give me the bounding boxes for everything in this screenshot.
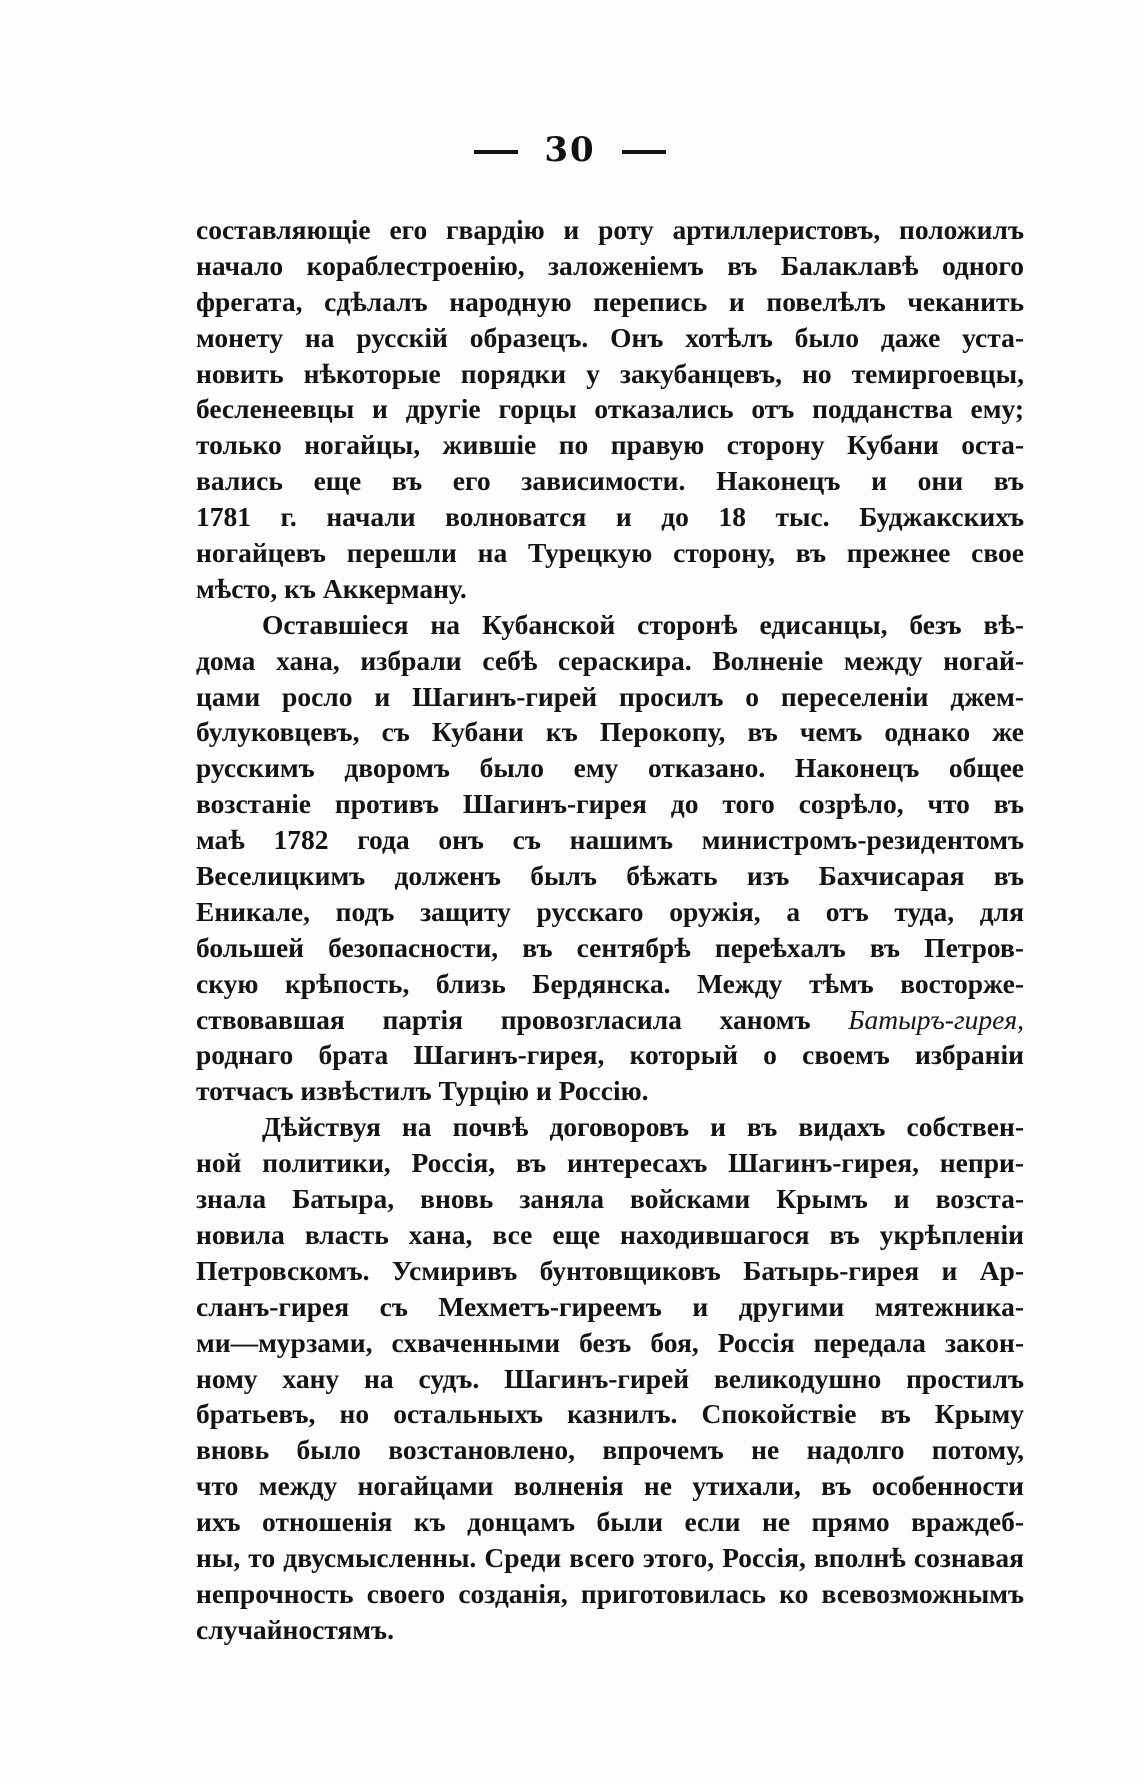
text-line (196, 1109, 1024, 1145)
text-line (196, 1396, 1024, 1432)
text-line-content: тотчасъ извѣстилъ Турцію и Россію. (196, 1075, 649, 1107)
text-line (196, 320, 1024, 356)
text-line (196, 427, 1024, 463)
text-line (196, 284, 1024, 320)
italic-name: Батыръ-гирея, (848, 1003, 1024, 1035)
text-line-content: новила власть хана, все еще находившагося въ укрѣпленіи (196, 1218, 1024, 1250)
text-line-content: Оставшіеся на Кубанской сторонѣ едисанцы, безъ вѣ- (262, 608, 1024, 640)
text-line (196, 1612, 1024, 1648)
text-line-content: 1781 г. начали волноватся и до 18 тыс. Буджакскихъ (196, 501, 1024, 533)
text-line (196, 750, 1024, 786)
text-line-content: цами росло и Шагинъ-гирей просилъ о переселеніи джем- (196, 680, 1024, 712)
text-line-content: булуковцевъ, съ Кубани къ Перокопу, въ чемъ однако же (196, 716, 1024, 748)
text-line (196, 1468, 1024, 1504)
text-line-content: новить нѣкоторые порядки у закубанцевъ, но темиргоевцы, (196, 357, 1024, 389)
text-line-content: вновь было возстановлено, впрочемъ не надолго потому, (196, 1434, 1024, 1466)
text-line-content: Дѣйствуя на почвѣ договоровъ и въ видахъ собствен- (262, 1111, 1024, 1143)
text-line (196, 212, 1024, 248)
text-line (196, 786, 1024, 822)
text-line (196, 1289, 1024, 1325)
text-line-content: возстаніе противъ Шагинъ-гирея до того созрѣло, что въ (196, 788, 1024, 820)
text-line-content: ми—мурзами, схваченными безъ боя, Россія передала закон- (196, 1326, 1024, 1358)
text-line (196, 535, 1024, 571)
text-line-content: непрочность своего созданія, приготовилась ко всевозможнымъ (196, 1577, 1024, 1609)
text-line-content: случайностямъ. (196, 1613, 394, 1645)
header-dash-left (474, 150, 518, 154)
text-line (196, 1253, 1024, 1289)
text-line (196, 1037, 1024, 1073)
text-line (196, 391, 1024, 427)
text-line (196, 356, 1024, 392)
text-line-content: большей безопасности, въ сентябрѣ переѣхалъ въ Петров- (196, 931, 1024, 963)
text-line (196, 1002, 1024, 1038)
text-line-content: фрегата, сдѣлалъ народную перепись и повелѣлъ чеканить (196, 285, 1024, 317)
text-line-content: ны, то двусмысленны. Среди всего этого, Россія, вполнѣ сознавая (196, 1541, 1024, 1573)
text-line (196, 1145, 1024, 1181)
text-line (196, 1361, 1024, 1397)
text-line-content: ихъ отношенія къ донцамъ были если не прямо враждеб- (196, 1506, 1024, 1538)
text-line (196, 1181, 1024, 1217)
text-line (196, 930, 1024, 966)
text-line-content: роднаго брата Шагинъ-гирея, который о своемъ избраніи (196, 1039, 1024, 1071)
page-number: 30 (544, 130, 596, 170)
text-line (196, 1325, 1024, 1361)
text-line (196, 499, 1024, 535)
text-line (196, 679, 1024, 715)
text-line (196, 1432, 1024, 1468)
text-line-content: скую крѣпость, близь Бердянска. Между тѣмъ восторже- (196, 967, 1024, 999)
text-line-content: знала Батыра, вновь заняла войсками Крымъ и возста- (196, 1183, 1024, 1215)
text-line-content: маѣ 1782 года онъ съ нашимъ министромъ-резидентомъ (196, 824, 1024, 856)
page-header (0, 130, 1140, 170)
text-line-content: Веселицкимъ долженъ былъ бѣжать изъ Бахчисарая въ (196, 860, 1024, 892)
text-line (196, 714, 1024, 750)
text-line-content: монету на русскій образецъ. Онъ хотѣлъ было даже уста- (196, 321, 1024, 353)
text-line (196, 966, 1024, 1002)
header-dash-right (622, 150, 666, 154)
text-line-content: братьевъ, но остальныхъ казнилъ. Спокойствіе въ Крыму (196, 1398, 1024, 1430)
text-line-content: сланъ-гирея съ Мехметъ-гиреемъ и другими мятежника- (196, 1290, 1024, 1322)
text-line-content: русскимъ дворомъ было ему отказано. Наконецъ общее (196, 752, 1024, 784)
body-text (196, 212, 1024, 1648)
text-line-content: Петровскомъ. Усмиривъ бунтовщиковъ Батырь-гирея и Ар- (196, 1254, 1024, 1286)
text-line (196, 248, 1024, 284)
text-line-content: только ногайцы, жившіе по правую сторону Кубани оста- (196, 429, 1024, 461)
text-line-content: начало кораблестроенію, заложеніемъ въ Балаклавѣ одного (196, 249, 1024, 281)
text-line (196, 1540, 1024, 1576)
text-line (196, 822, 1024, 858)
text-line-content: ногайцевъ перешли на Турецкую сторону, въ прежнее свое (196, 537, 1024, 569)
text-line (196, 858, 1024, 894)
text-line (196, 1073, 1024, 1109)
text-line (196, 894, 1024, 930)
text-line (196, 643, 1024, 679)
text-line-content: дома хана, избрали себѣ сераскира. Волненіе между ногай- (196, 644, 1024, 676)
text-line-content: мѣсто, къ Аккерману. (196, 572, 467, 604)
text-line (196, 463, 1024, 499)
text-line (196, 1504, 1024, 1540)
text-line-content: ному хану на судъ. Шагинъ-гирей великодушно простилъ (196, 1362, 1024, 1394)
text-line-content: что между ногайцами волненія не утихали, въ особенности (196, 1470, 1024, 1502)
text-line-content: ной политики, Россія, въ интересахъ Шагинъ-гирея, непри- (196, 1147, 1024, 1179)
text-line (196, 1217, 1024, 1253)
text-line-content: ствовавшая партія провозгласила ханомъ (196, 1003, 849, 1035)
text-line-content: бесленеевцы и другіе горцы отказались отъ подданства ему; (196, 393, 1024, 425)
text-line (196, 1576, 1024, 1612)
text-line (196, 571, 1024, 607)
text-line (196, 607, 1024, 643)
text-line-content: составляющіе его гвардію и роту артиллеристовъ, положилъ (196, 214, 1024, 245)
text-line-content: Еникале, подъ защиту русскаго оружія, а отъ туда, для (196, 895, 1024, 927)
text-line-content: вались еще въ его зависимости. Наконецъ и они въ (196, 465, 1024, 497)
